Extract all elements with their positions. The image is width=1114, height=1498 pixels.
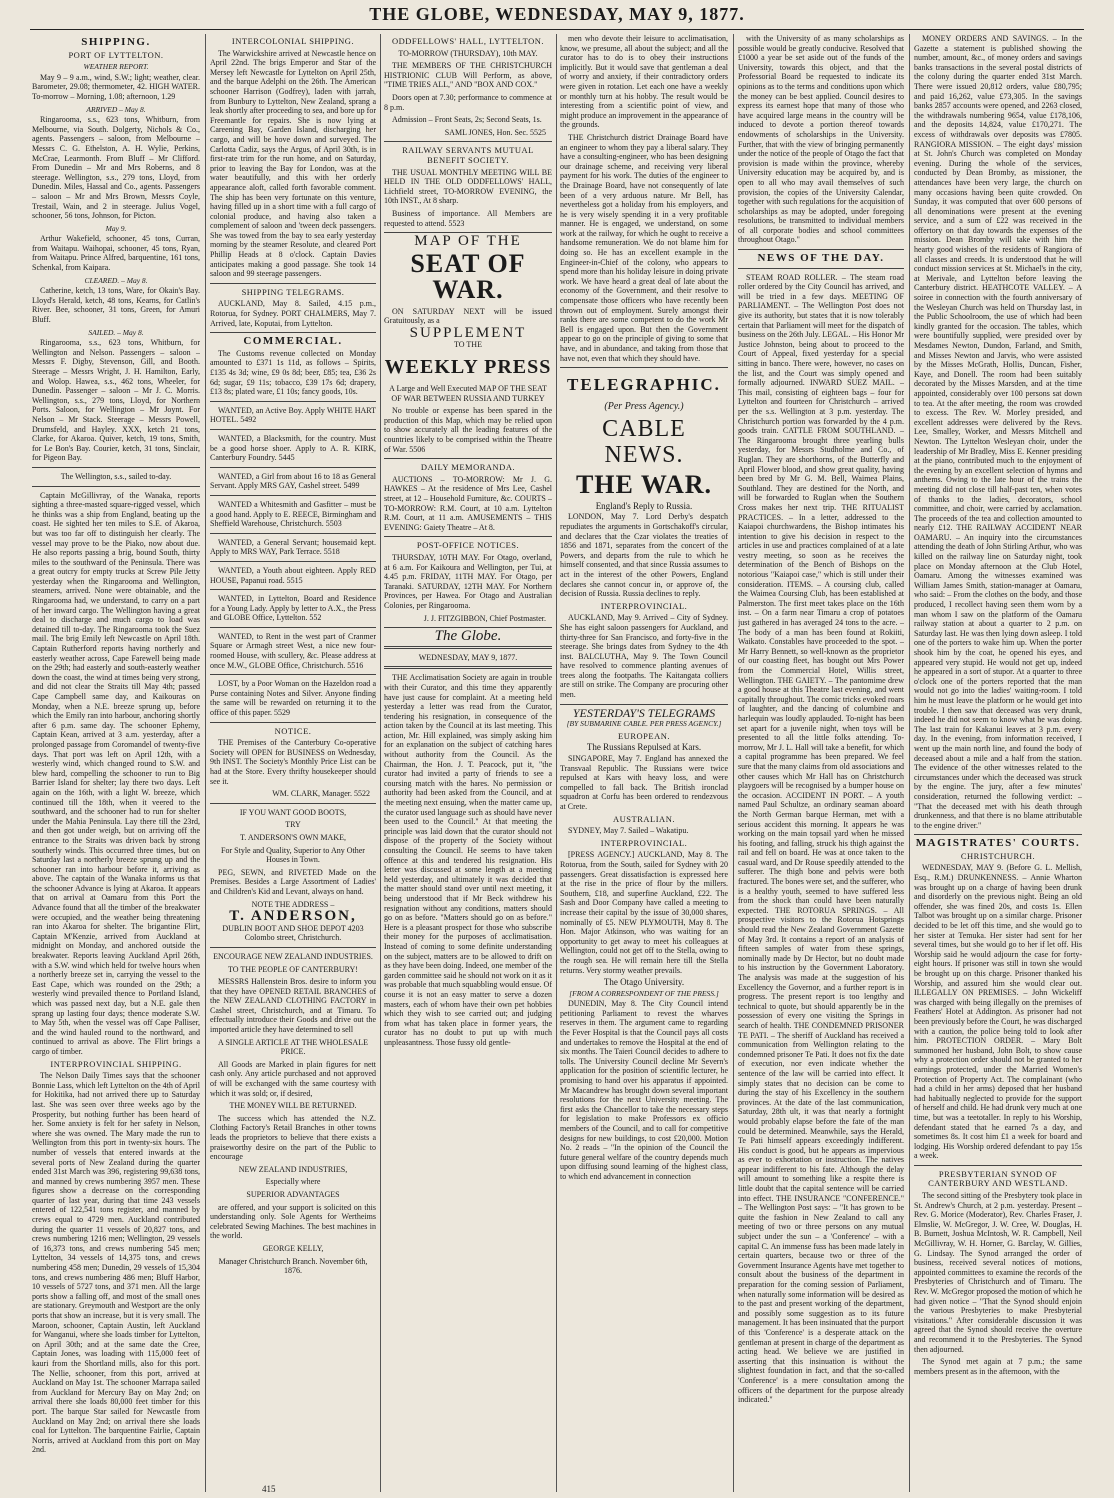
divider — [210, 674, 376, 675]
article-text: THE Christchurch district Drainage Board have an engineer to whom they pay a liberal salary. They have a consulting-engineer, who has been designing our drainage scheme, and receiving very liberal payment for his work. The duties of the engineer to the Drainage Board, have not consequently of late been of a very arduous nature. Mr Bell, has nevertheless got a holiday from his employers, and he is very wisely spending it in a very profitable manner. He is engaged, we understand, on some work at the railway, for which he ought to receive a handsome remuneration. We do not blame him for doing so. He has an excellent example in the Engineer-in-Chief of the colony, who appears to spend more than his holiday leisure in doing private work. We have heard a great deal of late about the economy of the Government, and their resolve to compensate those officers who have recently been thrown out of employment. Surely amongst their ranks there are some competent to do the work Mr Bell is engaged upon. But then the Government appear to go on the principle of giving to some that have, and in abundance, and taking from those that have not, even that which they should have. — [560, 132, 728, 363]
notice-text: Doors open at 7.30; performance to commence at 8 p.m. — [384, 92, 552, 112]
classified-ad: WANTED, an Active Boy. Apply WHITE HART HOTEL. 5492 — [210, 405, 376, 425]
section-subheading: EUROPEAN. — [618, 730, 670, 741]
section-subheading: INTERPROVINCIAL. — [600, 600, 688, 611]
ad-line: MAP OF THE — [414, 233, 522, 250]
divider — [210, 947, 376, 948]
column-news-of-the-day — [738, 34, 904, 1492]
divider — [384, 536, 552, 537]
article-text: The Warwickshire arrived at Newcastle hence on April 22nd. The brigs Emperor and Star of the Mersey left Newcastle for Lyttelton on April 25th, and the barque Adelphi on the 26th. The American schooner Harrison (Godfrey), laden with jarrah, from Bunbury to Lyttelton, New Zealand, sprang a leak shortly after proceeding to sea, and bore up for Freemantle for repairs. She is now lying at Careening Bay, Garden Island, discharging her cargo, and will be hove down and surveyed. The Carlotta Cadiz, says the Argus, of April 30th, is in first-rate trim for the run home, and on Saturday, prior to leaving the Bay for London, was at the water beautifully, and this with her orderly appearance aloft, called forth favorable comment. The ship has been very fortunate on this venture, having filled up in a short time with a full cargo of colonial produce, and having also taken a complement of saloon and 'tween deck passengers. She was towed from the bay to sea early yesterday morning by the steamer Resolute, and cleared Port Phillip Heads at 8 o'clock. Captain Davies anticipates making a good passage. She took 14 saloon and 99 steerage passengers. — [210, 48, 376, 279]
column-rule — [380, 34, 381, 1492]
divider — [914, 1165, 1082, 1166]
divider — [210, 722, 376, 723]
divider — [210, 533, 376, 534]
article-text: The Customs revenue collected on Monday amounted to £371 1s 11d, as follows – Spirits, £135 4s 3d; wine, £9 0s 8d; beer, £85; tea, £36 2s 6d; sugar, £9 11s; tobacco, £39 17s 6d; drapery, £13 8s; plated ware, £1 10s; fancy goods, 10s. — [210, 348, 376, 397]
divider — [384, 458, 552, 459]
article-text: THE Acclimatisation Society are again in trouble with their Curator, and this time they apparently have just cause for complaint. At a meeting held yesterday a letter was read from the Curator, tendering his resignation, in consequence of the action taken by the Council at its last meeting. This action, Mr. Hill explained, was simply asking him for an explanation on the subject of catching hares without authority from the Council. As the Chairman, the Hon. J. T. Peacock, put it, "the curator had invited a party of friends to see a coursing match with the hares. No permission or authority had been asked from the Council, and at the meeting next ensuing, when the matter came up, the curator used language such as should have never been used to the Council." At that meeting the principle was laid down that the curator should not dispose of the property of the Society without consulting the Council. He seems to have taken offence at this and tendered his resignation. His letter was discussed at some length at a meeting held yesterday, and ultimately it was decided that the matter should stand over until next meeting, it being understood that if Mr Beck withdrew his resignation without any conditions, matters should go on as before. "Matters should go on as before." Here is a pleasant prospect for those who subscribe their money for the purposes of acclimatisation. Instead of coming to some definite understanding on the subject, matters are to be allowed to drift on as they have been doing. Indeed, one member of the garden committee said he should not work on it as it was probable that much squabbling would ensue. Of course it is not an easy matter to serve a dozen masters, each of whom have their own pet hobbies which they wish to see carried out; and judging from what has taken place in former years, the curator has no doubt to put up with much unpleasantness. Those fussy old gentle- — [384, 673, 552, 1047]
divider — [210, 401, 376, 402]
ad-line: No trouble or expense has been spared in the production of this Map, which may be relied upon to show accurately all the leading features of the countries likely to be comprised within the Theatre of War. 5506 — [384, 406, 552, 454]
subheading: England's Reply to Russia. — [595, 500, 693, 511]
divider — [210, 589, 376, 590]
divider — [210, 467, 376, 468]
ad-line: SUPPLEMENT — [409, 324, 527, 341]
headline: THE WAR. — [575, 469, 713, 499]
divider — [384, 646, 552, 649]
ad-line: NOTE THE ADDRESS – — [251, 899, 335, 909]
section-subheading: CHRISTCHURCH. — [960, 850, 1036, 861]
subheading: [BY SUBMARINE CABLE. PER PRESS AGENCY.] — [566, 719, 722, 729]
section-heading: NEWS OF THE DAY. — [757, 252, 885, 265]
masthead: THE GLOBE, WEDNESDAY, MAY 9, 1877. — [369, 4, 745, 24]
masthead-rule — [30, 29, 1084, 30]
article-text: WEDNESDAY, MAY 9. (Before G. L. Mellish, Esq., R.M.) DRUNKENNESS. – Annie Wharton was brought up on a charge of having been drunk and disorderly on the previous night. Being an old offender, she was fined 20s, and costs 1s. Ellen Talbot was brought up on a similar charge. Prisoner decided to be let off this time, and she would go to her sister at Temuka. Her sister had sent for her several times, but she would go to her if let off. His Worship said he would adjourn the case for forty-eight hours. If prisoner was still in town she would be brought up on this charge. Prisoner thanked his Worship, and assured him she would clear out. ILLEGALLY ON PREMISES. – John Wickeliff was charged with being illegally on the premises of Feathers' Hotel at Addington. As prisoner had not been previously before the Court, he was discharged with a caution, the police being told to look after him. PROTECTION ORDER. – Mary Bolt summoned her husband, John Bolt, to show cause why a protection order should not be granted to her earnings protected, under the Married Women's Protection of Property Act. The complainant (who had a child in her arms) deposed that her husband had habitually neglected to provide for the support of herself and child. He had drunk very much at one time, but was a teetotaller. In reply to his Worship, defendant stated that he earned 7s a day, and sometimes 8s. It cost him £1 a week for board and lodging. His Worship ordered defendant to pay 15s a week. — [914, 863, 1082, 1161]
editorial-date: WEDNESDAY, MAY 9, 1877. — [418, 652, 518, 662]
notice-text: Admission – Front Seats, 2s; Second Seats, 1s. — [392, 115, 542, 125]
article-text: LONDON, May 7. Lord Derby's despatch repudiates the arguments in Gortschakoff's circular, and declares that the Czar violates the treaties of 1856 and 1871, separates from the concert of the Powers, and departs from the rule to which he himself consented, and that since Russia assumes to act in the interest of the other Powers, England declares she cannot concur in, or approve of, the decision of Russia. Russia declines to reply. — [560, 512, 728, 599]
ad-line: ON SATURDAY NEXT will be issued Gratuitously, as a — [384, 306, 552, 326]
article-text: The Wellington, s.s., sailed to-day. — [60, 471, 172, 481]
classified-ad: WANTED a Whitesmith and Gasfitter – must be a good hand. Apply to E. REECE, Birmingham and Sheffield Warehouse, Christchurch. 5503 — [210, 499, 376, 529]
notice-text: THE MEMBERS OF THE CHRISTCHURCH HISTRIONIC CLUB Will Perform, as above, "TIME TRIES ALL," AND "BOX AND COX." — [384, 61, 552, 90]
notice-signature: WM. CLARK, Manager. 5522 — [272, 789, 370, 799]
article-text: Catherine, ketch, 13 tons, Ware, for Okain's Bay. Lloyd's Herald, ketch, 48 tons, Kearns, for Catlin's River. Bee, schooner, 31 tons, Green, for Amuri Bluff. — [32, 286, 200, 325]
divider — [384, 666, 552, 669]
divider — [560, 704, 728, 705]
subheading: The Otago University. — [603, 977, 685, 988]
ad-line: TO THE PEOPLE OF CANTERBURY! — [228, 964, 358, 974]
divider — [210, 561, 376, 562]
notice-heading: NOTICE. — [274, 725, 312, 736]
ad-line: TRY — [285, 820, 301, 830]
subheading: The Russians Repulsed at Kars. — [586, 742, 702, 753]
headline: CABLE NEWS. — [602, 415, 686, 468]
section-subheading: INTERPROVINCIAL SHIPPING. — [50, 1058, 182, 1069]
article-text: SINGAPORE, May 7. England has annexed the Transvaal Republic. The Russians were twice repulsed at Kars with heavy loss, and were compelled to fall back. The British ironclad squadron at Corfu has been ordered to rendezvous at Crete. — [560, 754, 728, 811]
ad-line: TO THE — [454, 340, 482, 350]
subheading: [FROM A CORRESPONDENT OF THE PRESS.] — [569, 988, 719, 998]
ad-line: DUBLIN BOOT AND SHOE DEPOT 4203 Colombo street, Christchurch. — [222, 923, 364, 943]
classified-ad: WANTED, to Rent in the west part of Cranmer Square or Armagh street West, a nice new four-roomed House, with scullery, &c. Please address at once M.W., GLOBE Office, Christchurch. 5516 — [210, 631, 376, 670]
section-subheading: SHIPPING TELEGRAMS. — [241, 286, 345, 297]
ad-line: ENCOURAGE NEW ZEALAND INDUSTRIES. — [213, 951, 373, 961]
ad-line: The success which has attended the N.Z. Clothing Factory's Retail Branches in other towns leads the proprietors to believe that there exists a praiseworthy desire on the part of the Public to encourage — [210, 1113, 376, 1162]
article-text: May 9 – 9 a.m., wind, S.W.; light; weather, clear. Barometer, 29.08; thermometer, 42. HIGH WATER. To-morrow – Morning, 1.08; afternoon, 1.29 — [32, 72, 200, 101]
section-heading: COMMERCIAL. — [243, 335, 343, 348]
ad-line: All Goods are Marked in plain figures for nett cash only. Any article purchased and not approved of will be exchanged with the same courtesy with which it was sold; or, if desired, — [210, 1059, 376, 1098]
ad-line: MESSRS Hallenstein Bros. desire to inform you that they have OPENED RETAIL BRANCHES of the NEW ZEALAND CLOTHING FACTORY in Cashel street, Christchurch, and at Timaru. To effectually introduce their Goods and drive out the imported article they have determined to sell — [210, 977, 376, 1035]
column-shipping — [32, 34, 200, 1492]
divider — [210, 627, 376, 628]
notice-signature: J. J. FITZGIBBON, Chief Postmaster. — [423, 613, 546, 623]
divider — [560, 367, 728, 368]
section-heading: TELEGRAPHIC. — [567, 375, 721, 395]
section-subheading: DAILY MEMORANDA. — [420, 462, 516, 473]
ad-line: SUPERIOR ADVANTAGES — [246, 1189, 340, 1199]
notice-text: TO-MORROW (THURSDAY), 10th MAY. — [398, 48, 538, 58]
notice-heading: RAILWAY SERVANTS MUTUAL BENEFIT SOCIETY. — [402, 145, 534, 165]
ad-line: T. ANDERSON'S OWN MAKE, — [240, 832, 346, 842]
ad-line: IF YOU WANT GOOD BOOTS, — [239, 807, 347, 817]
divider — [210, 495, 376, 496]
article-text: Ringarooma, s.s., 623 tons, Whitburn, for Wellington and Nelson. Passengers – saloon – Messrs F. Digby, Stevenson, Gill, and Booth. Steerage – Messrs Wright, J. H. Hamilton, Early, and Wolop. Hawea, s.s., 462 tons, Wheeler, for Dunedin. Passenger – saloon – Mr J. C. Morris. Wellington, s.s., 279 tons, Lloyd, for Northern Ports. Saloon, for Wellington – Mr Joynt. For Nelson – Mr Stack. Steerage – Messrs Powell, Drumsfeld, and Hayley. XXX, ketch 21 tons, Clarke, for Akaroa. Quiver, ketch, 19 tons, Smith, for Le Bon's Bay. Courier, ketch, 31 tons, Sinclair, for Pigeon Bay. — [32, 338, 200, 463]
article-text: with the University of as many scholarships as possible would be greatly conducive. Resolved that £1000 a year be set aside out of the funds of the University, towards this object, and that the Professorial Board be requested to indicate its opinions as to the terms and conditions upon which the money can be best applied. Council desires to express its earnest hope that many of those who have acquired large means in the country will be induced to devote a portion thereof towards endowments of scholarships in the University. Further, that with the view of bringing permanently under the notice of the people of Otago the fact that provision is made within the province, whereby University education may be acquired by, and is open to all who may avail themselves of such provision, the copies of the University Calendar, together with such regulations for the acquisition of scholarships as may be adopted, under foregoing resolutions, be transmitted to individual members of all corporate bodies and school committees throughout Otago." — [738, 34, 904, 245]
article-text: AUCKLAND, May 9. Arrived – City of Sydney. She has eight saloon passengers for Auckland, and thirty-three for San Francisco, and forty-five in the steerage. She brings dates from Sydney to the 4th inst. BALCLUTHA, May 9. The Town Council have resolved to commence planting avenues of trees along the footpaths. The Kaitangata colliers are still on strike. The Company are procuring other men. — [560, 613, 728, 700]
classified-ad: WANTED, a Blacksmith, for the country. Must be a good horse shoer. Apply to A. R. KIRK, Canterbury Foundry. 5445 — [210, 433, 376, 463]
divider — [210, 332, 376, 333]
section-subheading: AUSTRALIAN. — [613, 813, 675, 824]
divider — [210, 283, 376, 284]
column-telegraphic — [560, 34, 728, 1492]
classified-ad: WANTED, a Youth about eighteen. Apply RED HOUSE, Papanui road. 5515 — [210, 565, 376, 585]
notice-text: THE USUAL MONTHLY MEETING WILL BE HELD IN THE OLD ODDFELLOWS' HALL, Lichfield street, TO-MORROW EVENING, the 10th INST., At 8 sharp. — [384, 167, 552, 206]
paper-title: The Globe. — [434, 628, 502, 645]
column-rule — [909, 34, 910, 1492]
article-text: AUCKLAND, May 8. Sailed, 4.15 p.m., Rotorua, for Sydney. PORT CHALMERS, May 7. Arrived, late, Koputai, from Lyttelton. — [210, 299, 376, 328]
article-text: Captain McGillivray, of the Wanaka, reports sighting a three-masted square-rigged vessel, which he thinks was a ship from England, beating up the coast. He sighted her ten miles to S.E. of Akaroa, but was too far off to distinguish her clearly. The vessel may prove to be the Piako, now about due. He also reports passing a brig, bound South, thirty miles to the southward of the Peninsula. There was a great outcry for empty trucks at Screw Pile Jetty yesterday when the Ringarooma and Wellington, steamers, arrived. None were obtainable, and the Ringarooma had, we understand, to carry on a part of her inward cargo. The Wellington having a great deal to discharge and much cargo to load was detained till to-day. The Ringarooma took the Suez mail. The brig Emily left Newcastle on April 18th. Captain Rutherford reports having northerly and easterly weather across, Cape Farewell being made on the 29th; had easterly and south-easterly weather down the coast, the wind at times being very strong, and did not clear the Straits till May 4th; passed Cape Campbell same day, and Kaikouras on Monday, when a N.E. breeze sprung up, before which the Emily ran into harbour, anchoring shortly after 6 p.m. same day. The schooner Ephemy, Captain Kean, arrived at 3 a.m. yesterday, after a prolonged passage from Coromandel of twenty-five days. That port was left on April 12th, with a westerly wind, which changed round to S.W. and blew hard, compelling the schooner to run to Big Barrier Island for shelter; lay there two days. Left again on the 16th, with a light W. breeze, which continued till the 18th, when it veered to the southward, and the schooner had to run for shelter under the Mahia Peninsula. Lay there till the 23rd, and then got under weigh, but on arriving off the entrance to the Straits was driven back by strong southerly winds. This occurred three times, but on Saturday last a northerly breeze sprung up and the schooner ran into harbour before it, arriving as above. The captain of the Wanaka informs us that the schooner Advance is lying at Akaroa. It appears that on arrival at Oamaru from this Port the Advance found that all the timber of the breakwater were occupied, and the weather being threatening ran into Akaroa for shelter. The brigantine Flirt, Captain M'Kenzie, arrived from Auckland at midnight on Monday, and anchored outside the breakwater. Reports leaving Auckland April 26th, with a S.W. wind which held for twelve hours when a northerly breeze set in, carrying the vessel to the East Cape, which was rounded on the 29th; a westerly wind prevailed thence to Portland Island, which was passed next day, but a N.E. gale then sprang up lasting four days; thence moderate S.W. to May 5th, when the vessel was off Cape Palliser, and the wind hauled round to the northward, and continued to arrival as above. The Flirt brings a cargo of timber. — [32, 490, 200, 1056]
subheading: WEATHER REPORT. — [83, 62, 149, 72]
divider — [32, 486, 200, 487]
ad-line: For Style and Quality, Superior to Any Other Houses in Town. — [221, 845, 365, 865]
classified-ad: LOST, by a Poor Woman on the Hazeldon road a Purse containing Notes and Silver. Anyone finding the same will be rewarded on returning it to the office of this paper. 5529 — [210, 679, 376, 718]
notice-text: Business of importance. All Members are requested to attend. 5523 — [384, 208, 552, 228]
article-text: The second sitting of the Presbytery took place in St. Andrew's Church, at 2 p.m. yesterday. Present – Rev. G. Morice (Moderator), Rev. Charles Fraser, J. Elmslie, W. McGregor, J. W. Cree, W. Douglas, H. B. Burnett, Joshua McIntosh, W. R. Campbell, Neil McGillivray, W. H. Horner, G. Barclay, W. Gillies, G. Lindsay. The Synod arranged the order of business, received several notices of motions, appointed committees to examine the records of the Presbyteries of Christchurch and of Timaru. The Rev. W. McGregor proposed the motion of which he had given notice – "That the Synod should enjoin the various Presbyteries to make Presbyterial visitations." After considerable discussion it was agreed that the Synod should receive the overture and recommend it to the Presbyteries. The Synod then adjourned. — [914, 1191, 1082, 1354]
classified-ad: WANTED, a General Servant; housemaid kept. Apply to MRS WAY, Park Terrace. 5518 — [210, 537, 376, 557]
section-heading: YESTERDAY'S TELEGRAMS — [572, 705, 716, 720]
section-heading: SHIPPING. — [81, 36, 151, 48]
ad-line: Especially where — [265, 1177, 321, 1187]
article-text: men who devote their leisure to acclimatisation, know, we presume, all about the subject; and all the curator has to do is to obey their instructions implicitly. But it would save that gentleman a deal of worry and anxiety, if their contradictory orders were given in rotation. Let each one have a weekly or monthly turn at his hobby. The result would be interesting from a scientific point of view, and might produce an improvement in the appearance of the grounds. — [560, 34, 728, 130]
notice-heading: ODDFELLOWS' HALL, LYTTELTON. — [391, 36, 545, 46]
section-subheading: PORT OF LYTTELTON. — [68, 49, 164, 60]
article-text: [PRESS AGENCY.] AUCKLAND, May 8. The Rotorua, from the South, sailed for Sydney with 20 passengers. Great dissatisfaction is expressed here at the rise in the price of flour by the millers. Southern, £18, and superfine Auckland, £22. The Sash and Door Company have called a meeting to increase their capital by the issue of 30,000 shares, nominally of £5. NEW PLYMOUTH, May 8. The Hon. Major Atkinson, who was waiting for an opportunity to get away to meet his colleagues at Wellington, could not get off to the Stella, owing to the rough sea. He will remain here till the Stella returns. Very stormy weather prevails. — [560, 850, 728, 975]
ad-line: Manager Christchurch Branch. November 6th, 1876. — [218, 1256, 368, 1276]
column-notices-editorial — [384, 34, 552, 1492]
ad-line: GEORGE KELLY, — [262, 1243, 324, 1253]
article-text: The Nelson Daily Times says that the schooner Bonnie Lass, which left Lyttelton on the 4th of April for Hokitika, had not arrived there up to Saturday last. She was seen over three weeks ago by the Prosperity, but nothing further has been heard of her. Some anxiety is felt for her safety in Nelson, where she was owned. The Mary made the run to Wellington from this port in twenty-six hours. The number of vessels that entered inwards at the several ports of New Zealand during the quarter ended 31st March was 396, registering 99,638 tons, and manned by crews numbering 3957 men. These figures show a decrease on the corresponding quarter of last year, during that time 243 vessels entered of 122,541 tons register, and manned by crews equal to 4729 men. Auckland contributed during the quarter 11 vessels of 20,827 tons, and crews numbering 1216 men; Wellington, 29 vessels of 16,373 tons, and crews numbering 545 men; Lyttelton, 34 vessels of 14,375 tons, and crews numbering 458 men; Dunedin, 29 vessels of 15,304 tons, and crews numbering 486 men; Bluff Harbor, 10 vessels of 5727 tons, and 371 men. All the large ports show a falling off, and most of the small ones are stationary. Greymouth and Westport are the only ports that show an increase, but it is very small. The Maroon, schooner, Captain Austin, left Auckland for Wanganui, where she loads timber for Lyttelton, on April 30th; and at the same date the Cree, Captain Jones, was loading with 115,000 feet of kauri from the Shortland mills, also for this port. The Nellie, schooner, from this port, arrived at Auckland on May 1st. The schooner Marrapa sailed from Auckland for Mercury Bay on May 2nd; on arrival there she loads 80,000 feet timber for this port. The barque Star sailed for Newcastle from Auckland on May 2nd; on arrival there she loads coal for Lyttelton. The barquentine Fairlie, Captain Norris, arrived at Auckland from this port on May 2nd. — [32, 1071, 200, 1455]
ad-line: A SINGLE ARTICLE AT THE WHOLESALE PRICE. — [218, 1037, 368, 1057]
divider — [32, 467, 200, 468]
section-subheading: PRESBYTERIAN SYNOD OF CANTERBURY AND WESTLAND. — [928, 1168, 1068, 1189]
article-text: MONEY ORDERS AND SAVINGS. – In the Gazette a statement is published showing the number, amount, &c., of money orders and savings banks transactions in the several postal districts of the colony during the quarter ended 31st March. There were issued 20,812 orders, value £80,795; and paid 16,262, value £73,305. In the savings banks 2857 accounts were opened, and 2263 closed, the withdrawals numbering 9654, value £178,106, and the deposits 14,824, value £170,271. The excess of withdrawals over deposits was £7805. RANGIORA MISSION. – The eight days' mission at St. John's Church was completed on Monday evening. During the whole of the services, conducted by Dean Bromby, as missioner, the attendances have been very large, the church on many occasions having been quite crowded. On Sunday, it was computed that over 600 persons of all denominations were present at the evening service, and a sum of £22 was received in the offertory on that day towards the expenses of the mission. Dean Bromby will take with him the hearty good wishes of the residents of Rangiora of all classes and creeds. It is understood that he will conduct mission services at St. Michael's in the city, at Merivale, and Lyttelton before leaving the Canterbury district. HEATHCOTE VALLEY. – A soiree in connection with the fourth anniversary of the Wesleyan Church was held on Thursday last, in the Public Schoolroom, the use of which had been kindly granted for the occasion. The tables, which were bountifully supplied, were presided over by Mesdames Newton, Dundon, Farland, and Smith, and Misses Newton and Jarvis, who were assisted by the Misses McGrath, Hollis, Duncan, Fisher, Kaye, and Donell. The room had been suitably decorated by the Misses Marsden, and at the time appointed, considerably over 100 persons sat down to tea. At the after meeting, the room was crowded to excess. The Rev. W. Morley presided, and excellent addresses were delivered by the Revs. Lee, Smalley, Worker, and Messrs Mitchell and Newton. The Lyttelton Wesleyan choir, under the leadership of Mr Bradley, Miss E. Kenner presiding at the piano, contributed much to the enjoyment of the evening by an excellent selection of hymns and anthems. Owing to the late hour of the trains the meeting did not close till half-past ten, when votes of thanks to the ladies, decorators, school committee, and choir, were carried by acclamation. The proceeds of the tea and collection amounted to nearly £12. THE RAILWAY ACCIDENT NEAR OAMARU. – An inquiry into the circumstances attending the death of John Stirling Arthur, who was killed on the railway line on Saturday night, took place on Monday afternoon at the Club Hotel, Oamaru. Among the witnesses examined was William James Smith, station-manager at Oamaru, who said: – From the clothes on the body, and those produced, I recollect having seen them worn by a man whom I saw on the platform of the Oamaru railway station at about a quarter to 2 p.m. on Saturday last. He was then lying down asleep. I told one of the porters to wake him up. When the porter shook him by the coat, he opened his eyes, and appeared very stupid. He would not get up, indeed he appeared in a sort of stupor. At a quarter to three o'clock one of the porters reported that the man would not go into the ladies' waiting-room. I told him he must leave the platform or he would get into trouble. I then saw that deceased was very drunk, indeed he did not seem to know what he was doing. The last train for Kakanui leaves at 3 p.m. every day. In the evening, from information received, I went up the main north line, and found the body of deceased about a mile and a half from the station. The evidence of the other witnesses related to the circumstances under which the deceased was struck by the engine. The jury, after a few minutes' consideration, returned the following verdict: – "That the deceased met with his death through drunkenness, and that there is no blame attributable to the engine driver." — [914, 34, 1082, 830]
ad-headline: T. ANDERSON, — [229, 908, 357, 925]
article-text: Ringarooma, s.s., 623 tons, Whitburn, from Melbourne, via South. Dolgerty, Nichols & Co., agents. Passengers – saloon, from Melbourne – Messrs C. G. Ethelston, A. H. Wylie, Perkins, McCrae, Learmonth. From Bluff – Mr Clifford. From Dunedin – Mr and Mrs Roberns, and 8 steerage. Wellington, s.s., 279 tons, Lloyd, from Dunedin. Miles, Hassal and Co., agents. Passengers – saloon – Mr and Mrs Brown, Messrs Coyle, Trestail, Wain, and 2 in steerage. Julius Vogel, schooner, 56 tons, Johnson, for Picton. — [32, 115, 200, 221]
column-courts-synod — [914, 34, 1082, 1492]
subheading: (Per Press Agency.) — [604, 401, 684, 413]
divider — [210, 803, 376, 804]
ad-line: NEW ZEALAND INDUSTRIES, — [238, 1164, 348, 1174]
notice-signature: SAML JONES, Hon. Sec. 5525 — [444, 127, 546, 137]
subheading: May 9. — [105, 223, 127, 233]
ad-headline: SEAT OF WAR. — [410, 248, 526, 304]
article-text: THURSDAY, 10TH MAY. For Otago, overland, at 6 a.m. For Kaikoura and Wellington, per Tui, at 4.45 p.m. FRIDAY, 11TH MAY. For Otago, per Taranaki. SATURDAY, 12TH MAY. For Northern Provinces, per Hawea. For Otago and Australian Colonies, per Ringarooma. — [384, 552, 552, 610]
divider — [210, 429, 376, 430]
ad-headline: WEEKLY PRESS — [384, 356, 552, 379]
article-text: Arthur Wakefield, schooner, 45 tons, Curran, from Waitapu. Waihopai, schooner, 45 tons, Ryan, from Waitapu. Prince Alfred, barquentine, 161 tons, Schenkal, from Kaipara. — [32, 234, 200, 273]
divider — [738, 249, 904, 250]
section-subheading: POST-OFFICE NOTICES. — [416, 540, 520, 551]
ad-line: A Large and Well Executed MAP OF THE SEAT OF WAR BETWEEN RUSSIA AND TURKEY — [389, 384, 547, 403]
section-subheading: INTERCOLONIAL SHIPPING. — [231, 36, 355, 46]
ad-line: are offered, and your support is solicited on this understanding only. Sole Agents for Wertheims celebrated Sewing Machines. The best machines in the world. — [210, 1202, 376, 1241]
article-text: The Synod met again at 7 p.m.; the same members present as in the afternoon, with the — [914, 1357, 1082, 1376]
column-commercial — [210, 34, 376, 1492]
column-rule — [205, 34, 206, 1492]
article-text: DUNEDIN, May 8. The City Council intend petitioning Parliament to revest the wharves reserves in them. The argument came to regarding the Fever Hospital is that the Council pays all costs and undertakes to remove the Hospital at the end of six months. The Taieri Council decides to adhere to tolls. The University Council decline Mr Severn's application for the position of scientific lecturer, he promising to hand over his apparatus if appointed. Mr Macandrew has brought down several important resolutions for the next University meeting. The first asks the Chancellor to take the necessary steps for legislation to make Professors ex officio members of the Council, and to call for competitive designs for new buildings, to cost £20,000. Motion No. 2 reads – "In the opinion of the Council the future general welfare of the country depends much upon diffusing sound learning of the highest class, to which end advancement in connection — [560, 999, 728, 1181]
page-number: 415 — [262, 1484, 276, 1494]
article-text: AUCTIONS – TO-MORROW: Mr J. G. HAWKES – At the residence of Mrs Lee, Cashel street, at 12 – Household Furniture, &c. COURTS – TO-MORROW: R.M. Court, at 10 a.m. Lyttelton R.M. Court, at 11 a.m. AMUSEMENTS – THIS EVENING: Gaiety Theatre – At 8. — [384, 474, 552, 532]
ad-line: PEG, SEWN, and RIVETED Made on the Premises. Besides a Large Assortment of Ladies' and Children's Kid and Levant, always on hand. — [210, 867, 376, 896]
subheading: SAILED. – May 8. — [88, 327, 144, 337]
section-subheading: INTERPROVINCIAL. — [600, 837, 688, 848]
notice-text: THE Premises of the Canterbury Co-operative Society will OPEN for BUSINESS on Wednesday, 9th INST. The Society's Monthly Price List can be had at the Store. Every thrifty housekeeper should see it. — [210, 738, 376, 786]
subheading: CLEARED. – May 8. — [84, 275, 148, 285]
ad-line: THE MONEY WILL BE RETURNED. — [229, 1101, 357, 1111]
divider — [384, 141, 552, 142]
classified-ad: WANTED, a Girl from about 16 to 18 as General Servant. Apply MRS GAY, Cashel street. 5499 — [210, 471, 376, 491]
section-heading: MAGISTRATES' COURTS. — [915, 837, 1081, 850]
classified-ad: WANTED, in Lyttelton, Board and Residence for a Young Lady. Apply by letter to A.X., the Press and GLOBE Office, Lyttelton. 552 — [210, 594, 376, 623]
article-text: STEAM ROAD ROLLER. – The steam road roller ordered by the City Council has arrived, and will be tried in a few days. MEETING OF PARLIAMENT. – The Wellington Post does not give its authority, but states that it is now tolerably certain that Parliament will meet for the dispatch of business on the 26th July. LEGAL. – His Honor Mr Justice Johnston, being about to proceed to the Court of Appeal, fixed yesterday for a special sitting in banco. There were, however, no cases on the list, and the Court was simply opened and formally adjourned. INWARD SUEZ MAIL. – This mail, consisting of eighteen bags – four for Lyttelton and fourteen for Christchurch – arrived per the s.s. Wellington at 3 p.m. yesterday. The Christchurch portion was forwarded by the 4 p.m. goods train. CATTLE FROM SOUTHLAND. – The Ringarooma brought three yearling bulls yesterday, for Messrs Studholme and Co., of Ruglan. They are shorthorns, of the Butterfly and April Flower blood, and show great quality, having been bred by Mr G. M. Bell, Waimea Plains, Southland. They are destined for the North, and will be forwarded to Ruglan when the Southern Cross makes her next trip. THE RITUALIST PRACTICES. – In a letter, addressed to the Kaiapoi churchwardens, the Bishop intimates his intention to give his decision in respect to the articles in use and practices complained of at a late vestry meeting, so soon as he receives the determination of the Bench of Bishops on the notorious "Kaiapoi case," which is still under their consideration. ITEMS. – A coursing club, called the Waimea Coursing Club, has been established at Palmerston. The first meet takes place on the 16th inst. – On a farm near Timaru a crop of potatoes just gathered in has averaged 24 tons to the acre. – The body of a man has been found at Rokiiti, Waikato. Constables have proceeded to the spot. – Mr Harry Bennett, so well-known as the proprietor of our coasting fleet, has bought out Mrs Power from the Commercial Hotel, Willis street, Wellington. THE GAIETY. – The pantomime drew a good house at this Theatre last evening, and went capitally throughout. The comic tricks evoked roars of laughter, and the dancing of columbine and harlequin was loudly applauded. To-night has been set apart for a juvenile night, when toys will be presented to all the little folks attending. To-morrow, Mr J. L. Hall will take a benefit, for which a capital programme has been prepared. We feel sure that the many claims from old associations and other causes which Mr Hall has on Christchurch playgoers will be recognised by a bumper house on the occasion. ACCIDENT IN PORT. – A youth named Paul Schultze, an ordinary seaman aboard the North German barque Herman, met with a serious accident this morning. It appears he was working on the main topsail yard when he missed his footing, and falling, struck his thigh against the rail and fell on board. He was at once taken to the casual ward, and Dr Rouse speedily attended to the sufferer. The thigh bone and pelvis were both fractured. The bones were set, and the sufferer, who is a healthy youth, seemed to have suffered less from the shock than could have been naturally expected. THE ROTORUA SPRINGS. – All prospective visitors to the Rotorua Hotsprings should read the New Zealand Government Gazette of May 3rd. It contains a report of an analysis of fifteen samples of water from these springs, nominally made by Dr Hector, but no doubt made to his instruction by the Government Laboratory. The analysis was made at the suggestion of his Excellency the Governor, and a further report is in progress. The present report is too lengthy and technical to quote, but should apparently be in the possession of every one visiting the Springs in search of health. THE CONDEMNED PRISONER TE PATI. – The sheriff of Auckland has received a communication from Wellington relating to the condemned prisoner Te Pati. It does not fix the date of execution, nor even indicate whether the sentence of the law will be carried into effect. It simply states that no decision can be come to during the stay of his Excellency in the southern provinces. At the date of the last communication, Saturday, 28th ult, it was that nearly a fortnight would probably elapse before the fate of the man could be determined. Meanwhile, says the Herald, Te Pati himself appears exceedingly indifferent. His conduct is good, but he appears as impervious as ever to exhortation or instruction. The natives appear indifferent to his fate. Although the delay will amount to something like a respite there is little doubt that the capital sentence will be carried into effect. THE INSURANCE "CONFERENCE." – The Wellington Post says: – "It has grown to be quite the fashion in New Zealand to call any meeting of two or three persons on any mutual subject under the sun – a 'Conference' – with a capital C. An immense fuss has been made lately in certain quarters, because two or three of the Government Insurance Agents have met together to consult about the business of the department in preparation for the coming session of Parliament, when naturally some information will be desired as to the past and present working of the department, and possibly some suggestion as to its future management. It has been insinuated that the purport of this 'Conference' is a desperate attack on the gentleman at present in charge of the department as acting head. We believe we are justified in asserting that this insinuation is without the slightest foundation in fact, and that the so-called 'Conference' is a mere consultation among the officers of the department for the purpose already indicated." — [738, 272, 904, 1405]
divider — [914, 834, 1082, 835]
article-text: SYDNEY, May 7. Sailed – Wakatipu. — [568, 826, 689, 836]
subheading: ARRIVED – May 8. — [86, 104, 146, 114]
column-rule — [556, 34, 557, 1492]
divider — [738, 268, 904, 269]
column-rule — [733, 34, 734, 1492]
